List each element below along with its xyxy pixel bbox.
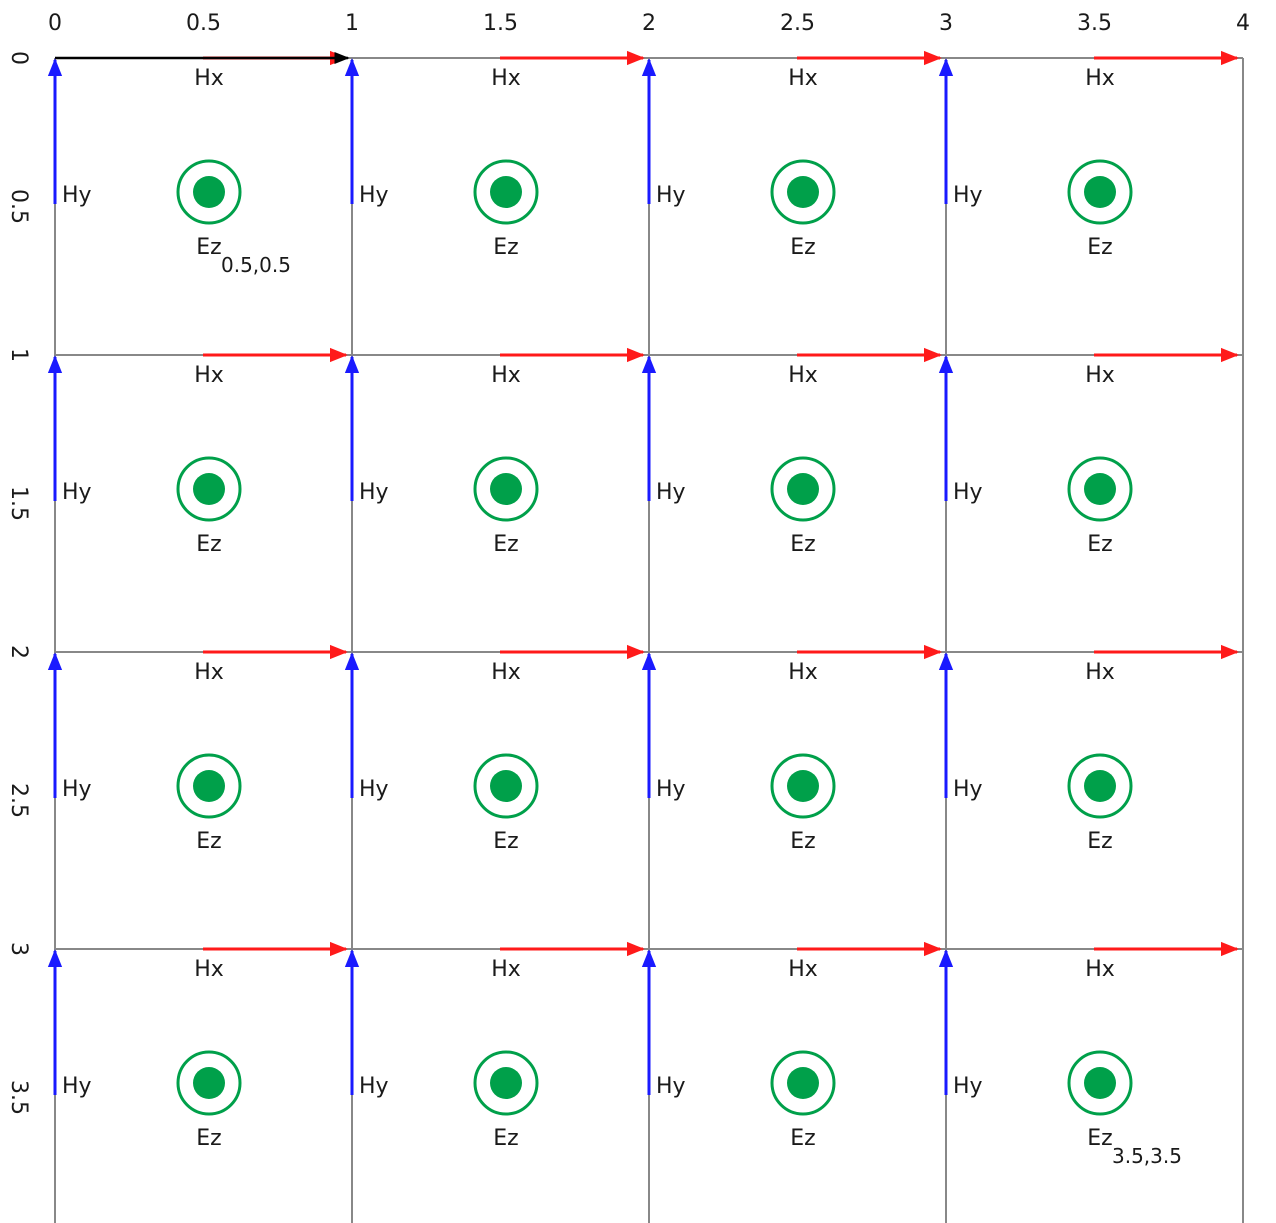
ez-label: Ez <box>790 532 816 557</box>
hy-label: Hy <box>359 777 389 802</box>
ez-node-dot <box>193 1067 225 1099</box>
hy-label: Hy <box>953 1074 983 1099</box>
top-axis-label: 3 <box>939 11 953 36</box>
hx-label: Hx <box>1085 957 1115 982</box>
ez-node-dot <box>490 176 522 208</box>
top-axis-label: 0.5 <box>186 11 221 36</box>
ez-label: Ez <box>196 532 222 557</box>
ez-label: Ez <box>790 1126 816 1151</box>
ez-node-dot <box>490 770 522 802</box>
hx-label: Hx <box>788 957 818 982</box>
ez-node-dot <box>1084 176 1116 208</box>
side-axis-label: 3.5 <box>6 1080 31 1115</box>
ez-node-dot <box>490 1067 522 1099</box>
top-axis-label: 0 <box>48 11 62 36</box>
axis-labels <box>6 11 1250 1223</box>
hy-label: Hy <box>62 777 92 802</box>
hy-label: Hy <box>62 183 92 208</box>
hy-label: Hy <box>359 1074 389 1099</box>
ez-node-dot <box>1084 473 1116 505</box>
hx-label: Hx <box>491 66 521 91</box>
hx-label: Hx <box>194 957 224 982</box>
side-axis-label: 0 <box>6 51 31 65</box>
ez-label: Ez <box>196 1126 222 1151</box>
hx-label: Hx <box>1085 660 1115 685</box>
side-axis-label: 1 <box>6 348 31 362</box>
hx-label: Hx <box>788 660 818 685</box>
top-axis-label: 2 <box>642 11 656 36</box>
ez-label: Ez <box>1087 532 1113 557</box>
ez-node-dot <box>787 176 819 208</box>
hy-label: Hy <box>953 183 983 208</box>
ez-node-dot <box>193 473 225 505</box>
ez-node-dot <box>193 176 225 208</box>
ez-label: Ez <box>790 829 816 854</box>
hx-label: Hx <box>491 363 521 388</box>
ez-node-dot <box>490 473 522 505</box>
hy-label: Hy <box>656 777 686 802</box>
hx-label: Hx <box>1085 363 1115 388</box>
hx-label: Hx <box>788 363 818 388</box>
ez-node-dot <box>1084 770 1116 802</box>
hy-label: Hy <box>62 480 92 505</box>
hx-label: Hx <box>788 66 818 91</box>
ez-nodes <box>178 161 1131 1114</box>
top-axis-label: 1.5 <box>483 11 518 36</box>
labels <box>62 66 1182 1223</box>
ez-label: Ez <box>1087 1126 1113 1151</box>
hy-label: Hy <box>656 183 686 208</box>
ez-label: Ez <box>1087 235 1113 260</box>
ez-node-dot <box>1084 1067 1116 1099</box>
side-axis-label: 1.5 <box>6 486 31 521</box>
side-axis-label: 0.5 <box>6 189 31 224</box>
hy-label: Hy <box>359 480 389 505</box>
side-axis-label: 3 <box>6 942 31 956</box>
hx-label: Hx <box>194 66 224 91</box>
ez-first-subscript: 0.5,0.5 <box>221 253 291 277</box>
ez-last-subscript: 3.5,3.5 <box>1112 1144 1182 1168</box>
hy-label: Hy <box>62 1074 92 1099</box>
top-axis-label: 3.5 <box>1077 11 1112 36</box>
ez-node-dot <box>787 473 819 505</box>
ez-node-dot <box>787 1067 819 1099</box>
ez-label: Ez <box>1087 829 1113 854</box>
hy-label: Hy <box>656 1074 686 1099</box>
ez-node-dot <box>193 770 225 802</box>
ez-label: Ez <box>493 532 519 557</box>
top-axis-label: 2.5 <box>780 11 815 36</box>
hx-label: Hx <box>194 660 224 685</box>
ez-label: Ez <box>493 235 519 260</box>
hy-label: Hy <box>656 480 686 505</box>
side-axis-label: 2 <box>6 645 31 659</box>
hy-label: Hy <box>953 480 983 505</box>
hx-label: Hx <box>491 660 521 685</box>
hx-label: Hx <box>1085 66 1115 91</box>
top-axis-label: 4 <box>1236 11 1250 36</box>
ez-label: Ez <box>493 1126 519 1151</box>
side-axis-label: 2.5 <box>6 783 31 818</box>
ez-label: Ez <box>493 829 519 854</box>
hx-label: Hx <box>491 957 521 982</box>
ez-label: Ez <box>196 829 222 854</box>
hy-label: Hy <box>359 183 389 208</box>
ez-label: Ez <box>790 235 816 260</box>
hy-label: Hy <box>953 777 983 802</box>
ez-node-dot <box>787 770 819 802</box>
ez-label: Ez <box>196 235 222 260</box>
hx-label: Hx <box>194 363 224 388</box>
top-axis-label: 1 <box>345 11 359 36</box>
hx-arrows <box>55 58 1237 1223</box>
